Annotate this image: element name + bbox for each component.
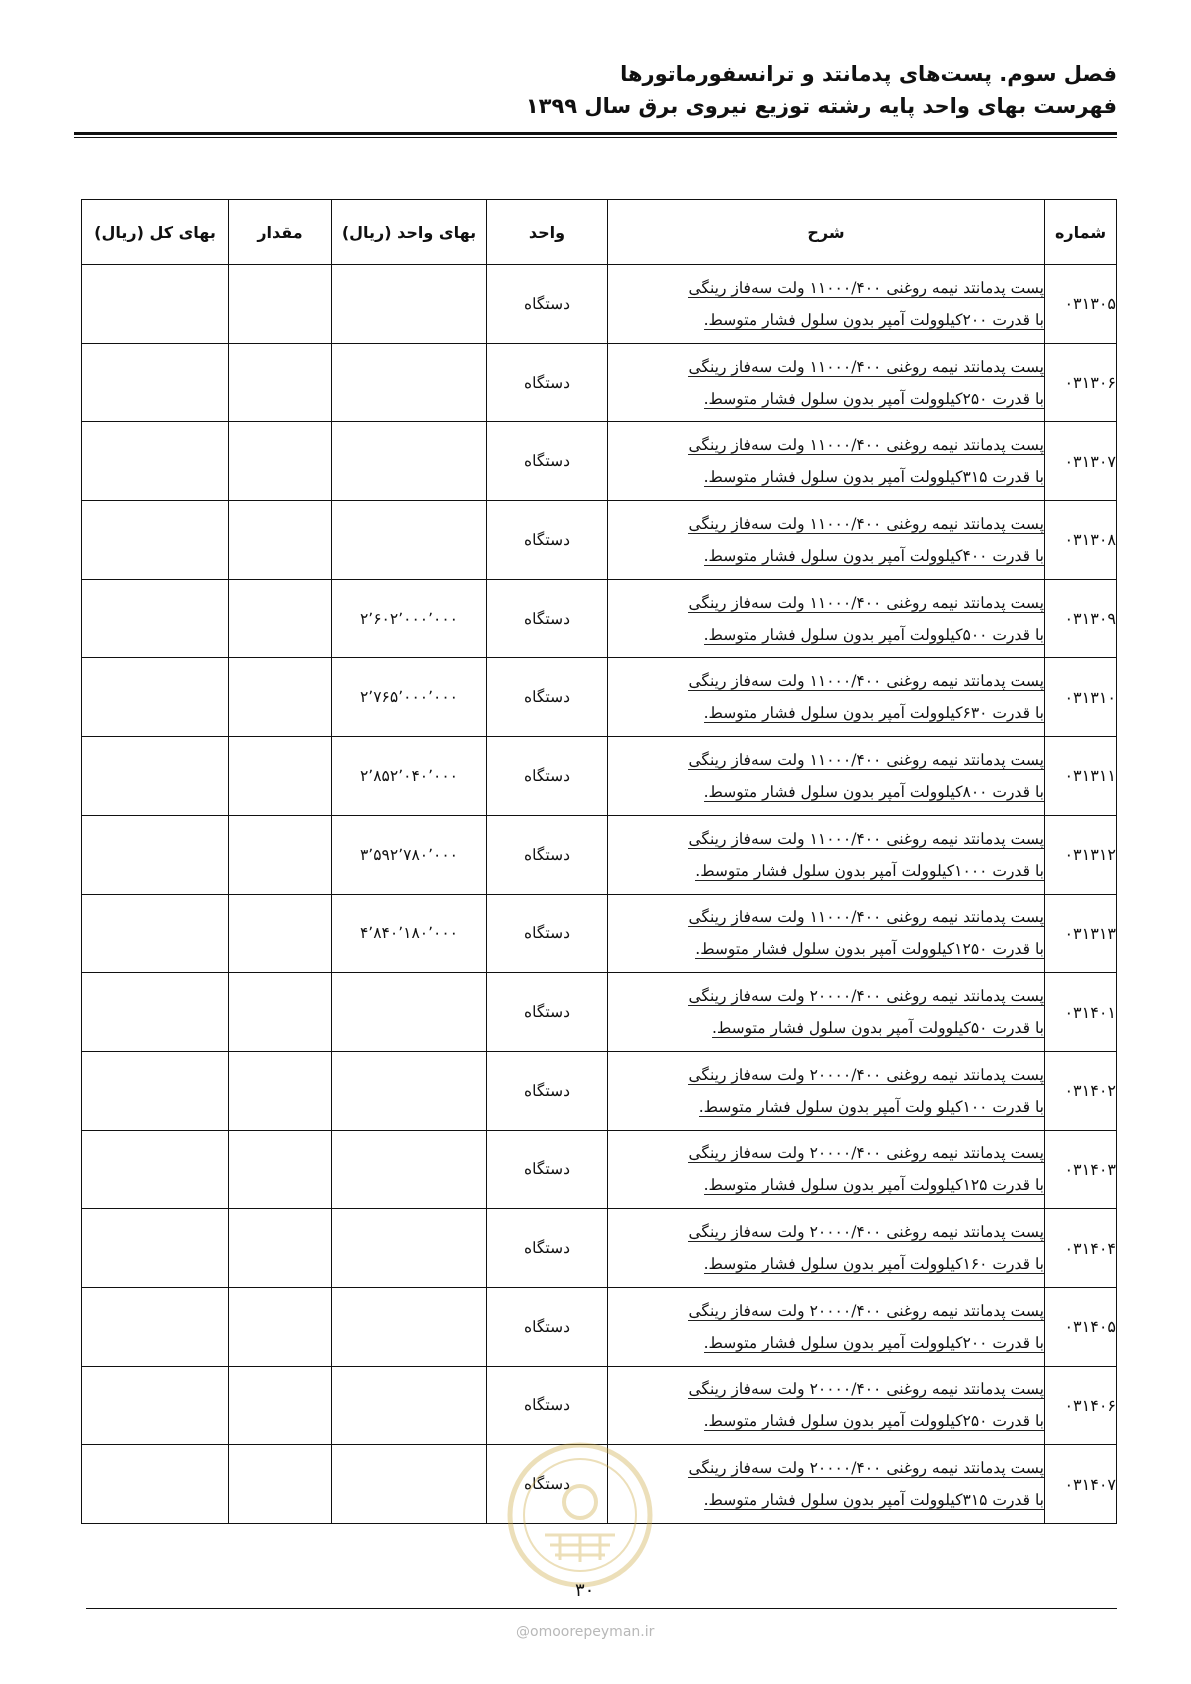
row-description-line1: پست پدمانتد نیمه روغنی ۱۱۰۰۰/۴۰۰ ولت سه‌فاز رینگی [688,829,1044,848]
row-description-line2: با قدرت ۳۱۵کیلوولت آمپر بدون سلول فشار متوسط. [703,468,1044,487]
row-description-line2: با قدرت ۲۵۰کیلوولت آمپر بدون سلول فشار متوسط. [703,389,1044,408]
row-number: ۰۳۱۳۱۰ [1045,658,1117,737]
row-description [608,1445,1045,1524]
row-description-line2: با قدرت ۱۶۰کیلوولت آمپر بدون سلول فشار متوسط. [703,1255,1044,1274]
row-description [608,343,1045,422]
row-description-line2: با قدرت ۲۵۰کیلوولت آمپر بدون سلول فشار متوسط. [703,1412,1044,1431]
row-description [608,1209,1045,1288]
row-total-price [82,1051,229,1130]
row-total-price [82,1445,229,1524]
row-description-line2: با قدرت ۸۰۰کیلوولت آمپر بدون سلول فشار متوسط. [703,782,1044,801]
row-quantity [229,1445,332,1524]
row-unit-price [332,1366,487,1445]
row-description-line2: با قدرت ۱۰۰کیلو ولت آمپر بدون سلول فشار متوسط. [698,1097,1044,1116]
row-description-line1: پست پدمانتد نیمه روغنی ۲۰۰۰۰/۴۰۰ ولت سه‌فاز رینگی [688,1301,1044,1320]
row-unit: دستگاه [487,894,608,973]
row-unit: دستگاه [487,815,608,894]
header-total-price: بهای کل (ریال) [82,200,229,265]
table-row [82,815,1117,894]
row-quantity [229,737,332,816]
table-row [82,422,1117,501]
row-description [608,894,1045,973]
chapter-title: فصل سوم. پست‌های پدمانتد و ترانسفورماتورها [620,62,1117,86]
header-quantity: مقدار [229,200,332,265]
row-total-price [82,1209,229,1288]
row-unit-price: ۳٬۵۹۲٬۷۸۰٬۰۰۰ [332,815,487,894]
row-description-line2: با قدرت ۶۳۰کیلوولت آمپر بدون سلول فشار متوسط. [703,704,1044,723]
row-number: ۰۳۱۳۱۱ [1045,737,1117,816]
row-unit: دستگاه [487,1287,608,1366]
row-unit: دستگاه [487,1209,608,1288]
row-quantity [229,422,332,501]
row-quantity [229,265,332,344]
row-unit-price: ۲٬۸۵۲٬۰۴۰٬۰۰۰ [332,737,487,816]
row-unit: دستگاه [487,973,608,1052]
row-description-line2: با قدرت ۱۲۵کیلوولت آمپر بدون سلول فشار متوسط. [703,1176,1044,1195]
page-number: ۳۰ [575,1580,595,1601]
row-total-price [82,343,229,422]
table-row [82,501,1117,580]
row-unit: دستگاه [487,579,608,658]
row-quantity [229,501,332,580]
row-unit-price: ۲٬۶۰۲٬۰۰۰٬۰۰۰ [332,579,487,658]
header-number: شماره [1045,200,1117,265]
row-total-price [82,501,229,580]
table-header-row [82,200,1117,265]
row-unit-price [332,343,487,422]
row-description [608,265,1045,344]
row-unit-price [332,973,487,1052]
table-row [82,343,1117,422]
row-total-price [82,815,229,894]
row-description-line2: با قدرت ۵۰کیلوولت آمپر بدون سلول فشار متوسط. [711,1019,1044,1038]
table-row [82,265,1117,344]
table-row [82,1130,1117,1209]
row-number: ۰۳۱۴۰۷ [1045,1445,1117,1524]
table-row [82,1287,1117,1366]
row-total-price [82,973,229,1052]
table-row [82,894,1117,973]
row-unit-price [332,1209,487,1288]
row-description-line1: پست پدمانتد نیمه روغنی ۲۰۰۰۰/۴۰۰ ولت سه‌فاز رینگی [688,1459,1044,1478]
table-row [82,1051,1117,1130]
row-description [608,973,1045,1052]
row-unit: دستگاه [487,1366,608,1445]
footer-rule [86,1608,1117,1609]
row-description-line2: با قدرت ۴۰۰کیلوولت آمپر بدون سلول فشار متوسط. [703,546,1044,565]
row-number: ۰۳۱۳۰۷ [1045,422,1117,501]
row-unit-price [332,501,487,580]
price-list-table [81,199,1117,1524]
row-number: ۰۳۱۴۰۲ [1045,1051,1117,1130]
row-number: ۰۳۱۳۰۵ [1045,265,1117,344]
row-quantity [229,1130,332,1209]
row-quantity [229,815,332,894]
row-unit: دستگاه [487,343,608,422]
page-header [74,58,1117,122]
header-description: شرح [608,200,1045,265]
row-quantity [229,1209,332,1288]
row-description [608,579,1045,658]
row-description [608,1130,1045,1209]
row-description-line1: پست پدمانتد نیمه روغنی ۱۱۰۰۰/۴۰۰ ولت سه‌فاز رینگی [688,357,1044,376]
row-description-line1: پست پدمانتد نیمه روغنی ۱۱۰۰۰/۴۰۰ ولت سه‌فاز رینگی [688,908,1044,927]
table-row [82,658,1117,737]
row-unit-price [332,1051,487,1130]
row-description-line1: پست پدمانتد نیمه روغنی ۱۱۰۰۰/۴۰۰ ولت سه‌فاز رینگی [688,672,1044,691]
row-total-price [82,422,229,501]
row-description-line1: پست پدمانتد نیمه روغنی ۲۰۰۰۰/۴۰۰ ولت سه‌فاز رینگی [688,987,1044,1006]
row-unit: دستگاه [487,265,608,344]
row-number: ۰۳۱۴۰۶ [1045,1366,1117,1445]
row-unit-price [332,1287,487,1366]
row-total-price [82,265,229,344]
row-description-line2: با قدرت ۲۰۰کیلوولت آمپر بدون سلول فشار متوسط. [703,1333,1044,1352]
row-quantity [229,343,332,422]
row-description-line2: با قدرت ۱۰۰۰کیلوولت آمپر بدون سلول فشار متوسط. [695,861,1044,880]
row-unit: دستگاه [487,501,608,580]
row-unit-price: ۲٬۷۶۵٬۰۰۰٬۰۰۰ [332,658,487,737]
row-description [608,737,1045,816]
table-row [82,737,1117,816]
table-row [82,1209,1117,1288]
row-total-price [82,1366,229,1445]
row-total-price [82,894,229,973]
row-description [608,501,1045,580]
row-number: ۰۳۱۴۰۱ [1045,973,1117,1052]
row-number: ۰۳۱۳۱۳ [1045,894,1117,973]
row-quantity [229,1287,332,1366]
row-description [608,1366,1045,1445]
row-description-line1: پست پدمانتد نیمه روغنی ۲۰۰۰۰/۴۰۰ ولت سه‌فاز رینگی [688,1065,1044,1084]
row-unit: دستگاه [487,1445,608,1524]
row-total-price [82,1287,229,1366]
row-description-line1: پست پدمانتد نیمه روغنی ۱۱۰۰۰/۴۰۰ ولت سه‌فاز رینگی [688,278,1044,297]
row-description [608,1051,1045,1130]
row-description-line1: پست پدمانتد نیمه روغنی ۲۰۰۰۰/۴۰۰ ولت سه‌فاز رینگی [688,1380,1044,1399]
row-description [608,815,1045,894]
header-unit-price: بهای واحد (ریال) [332,200,487,265]
row-total-price [82,658,229,737]
document-subtitle: فهرست بهای واحد پایه رشته توزیع نیروی برق سال ۱۳۹۹ [525,94,1117,118]
row-description [608,658,1045,737]
header-rule-thin [74,137,1117,138]
row-description-line1: پست پدمانتد نیمه روغنی ۱۱۰۰۰/۴۰۰ ولت سه‌فاز رینگی [688,750,1044,769]
row-description [608,422,1045,501]
table-row [82,579,1117,658]
row-unit-price [332,422,487,501]
row-unit: دستگاه [487,1130,608,1209]
row-number: ۰۳۱۳۰۹ [1045,579,1117,658]
row-description-line2: با قدرت ۳۱۵کیلوولت آمپر بدون سلول فشار متوسط. [703,1491,1044,1510]
website-watermark: @omoorepeyman.ir [516,1624,655,1640]
row-quantity [229,973,332,1052]
row-description-line1: پست پدمانتد نیمه روغنی ۲۰۰۰۰/۴۰۰ ولت سه‌فاز رینگی [688,1144,1044,1163]
row-quantity [229,1366,332,1445]
header-rule-thick [74,132,1117,135]
row-unit: دستگاه [487,737,608,816]
row-description-line1: پست پدمانتد نیمه روغنی ۱۱۰۰۰/۴۰۰ ولت سه‌فاز رینگی [688,593,1044,612]
row-quantity [229,658,332,737]
row-unit-price [332,1445,487,1524]
row-description-line2: با قدرت ۲۰۰کیلوولت آمپر بدون سلول فشار متوسط. [703,310,1044,329]
row-number: ۰۳۱۴۰۳ [1045,1130,1117,1209]
row-total-price [82,1130,229,1209]
row-quantity [229,894,332,973]
omoorepeyman-seal-watermark [505,1440,655,1590]
row-number: ۰۳۱۴۰۴ [1045,1209,1117,1288]
row-quantity [229,1051,332,1130]
row-total-price [82,579,229,658]
row-number: ۰۳۱۳۰۸ [1045,501,1117,580]
row-description [608,1287,1045,1366]
row-unit: دستگاه [487,422,608,501]
row-number: ۰۳۱۴۰۵ [1045,1287,1117,1366]
row-description-line1: پست پدمانتد نیمه روغنی ۱۱۰۰۰/۴۰۰ ولت سه‌فاز رینگی [688,436,1044,455]
row-total-price [82,737,229,816]
row-unit-price [332,265,487,344]
table-row [82,973,1117,1052]
table-row [82,1366,1117,1445]
row-quantity [229,579,332,658]
row-description-line2: با قدرت ۱۲۵۰کیلوولت آمپر بدون سلول فشار متوسط. [695,940,1044,959]
row-unit-price: ۴٬۸۴۰٬۱۸۰٬۰۰۰ [332,894,487,973]
header-unit: واحد [487,200,608,265]
row-unit: دستگاه [487,658,608,737]
row-description-line2: با قدرت ۵۰۰کیلوولت آمپر بدون سلول فشار متوسط. [703,625,1044,644]
row-unit-price [332,1130,487,1209]
row-number: ۰۳۱۳۱۲ [1045,815,1117,894]
row-number: ۰۳۱۳۰۶ [1045,343,1117,422]
row-description-line1: پست پدمانتد نیمه روغنی ۲۰۰۰۰/۴۰۰ ولت سه‌فاز رینگی [688,1223,1044,1242]
row-unit: دستگاه [487,1051,608,1130]
row-description-line1: پست پدمانتد نیمه روغنی ۱۱۰۰۰/۴۰۰ ولت سه‌فاز رینگی [688,514,1044,533]
